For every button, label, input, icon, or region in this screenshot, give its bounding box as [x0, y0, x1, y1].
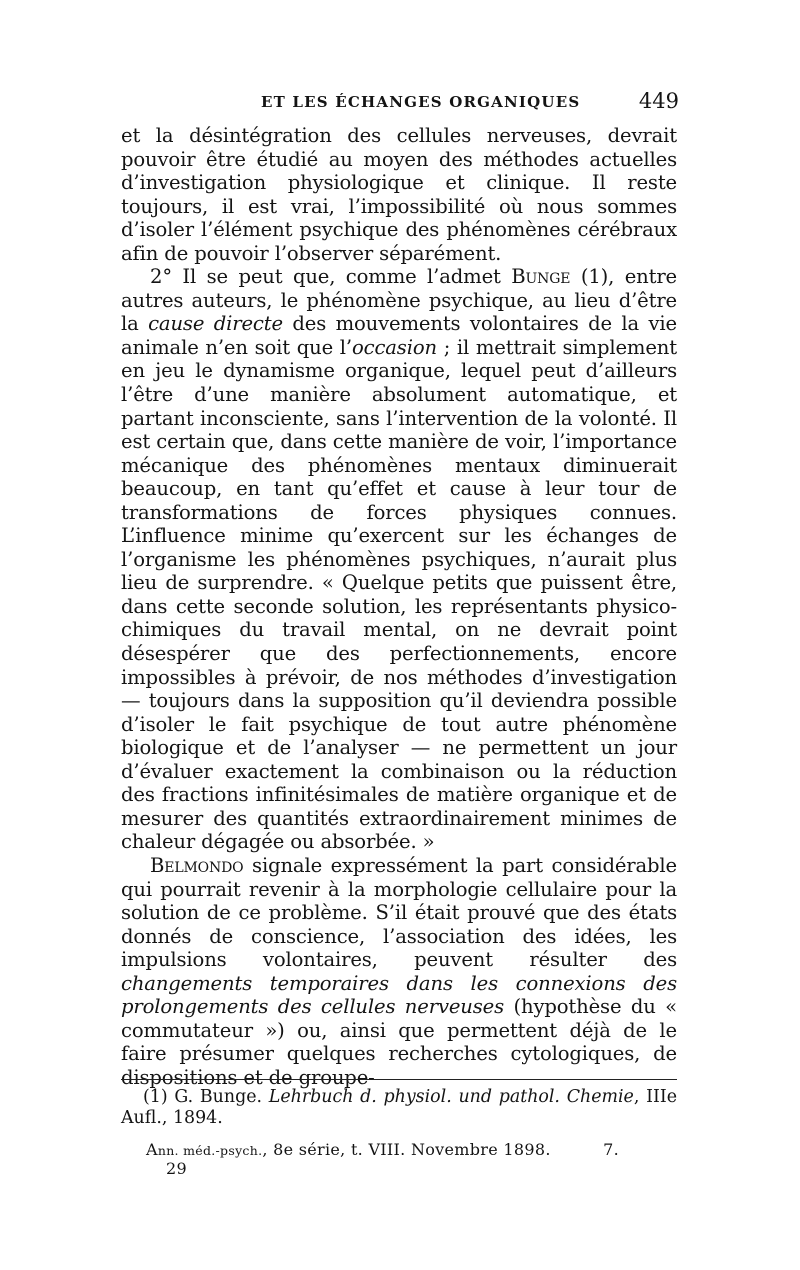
- paragraph-3: [121, 854, 677, 1089]
- page-header: [121, 89, 681, 119]
- signature-series: , 8e série, t. VIII. Novembre 1898.: [262, 1140, 551, 1159]
- p3-part-b: (hypothèse du « commutateur ») ou, ainsi que permettent déjà de le faire présumer quelques recherches cytologiques, de dispositions et de groupe-: [121, 995, 677, 1089]
- paragraph-2: [121, 265, 677, 854]
- body-text: [121, 124, 677, 1089]
- paragraph-1: [121, 124, 677, 265]
- p3-part-a: signale expressément la part considérable qui pourrait revenir à la morphologie cellulaire pour la solution de ce problème. S’il était prouvé que des états donnés de conscience, l’association des idées, les impulsions volontaires, peuvent résulter des: [121, 853, 677, 972]
- signature-journal: [146, 1140, 551, 1159]
- p2-emphasis-occasion: occasion: [351, 335, 437, 359]
- signature-journal-initial: A: [146, 1140, 158, 1159]
- footnote-author: G. Bunge.: [174, 1087, 263, 1107]
- running-head: ET LES ÉCHANGES ORGANIQUES: [261, 93, 581, 111]
- author-belmondo: Belmondo: [150, 853, 244, 877]
- footnote-title: Lehrbuch d. physiol. und pathol. Chemie: [268, 1087, 634, 1107]
- printer-signature: [146, 1140, 666, 1178]
- paragraph-1-text: et la désintégration des cellules nerveuses, devrait pouvoir être étudié au moyen des méthodes actuelles d’investigation physiologique et clinique. Il reste toujours, il est vrai, l’impossibilité où nous sommes d’isoler l’élément psychique des phénomènes cérébraux afin de pouvoir l’observer séparément.: [121, 124, 677, 265]
- footnote-rule: [121, 1079, 677, 1080]
- footnote-edition: , IIIe Aufl., 1894.: [121, 1087, 678, 1128]
- signature-journal-rest: nn. méd.-psych.: [157, 1143, 263, 1158]
- footnote-text: [121, 1087, 677, 1129]
- signature-sheet: 7.: [603, 1140, 619, 1159]
- p2-part-d: ; il mettrait simplement en jeu le dynamisme organique, lequel peut d’ailleurs l’être d’une manière absolument automatique, et partant inconsciente, sans l’intervention de la volonté. Il est certain que, dans cette manière de voir, l’importance mécanique des phénomènes mentaux diminuerait beaucoup, en tant qu’effet et cause à leur tour de transformations de forces physiques connues. L’influence minime qu’exercent sur les échanges de l’organisme les phénomènes psychiques, n’aurait plus lieu de surprendre. « Quelque petits que puissent être, dans cette seconde solution, les représentants physico-chimiques du travail mental, on ne devrait point désespérer que des perfectionnements, encore impossibles à prévoir, de nos méthodes d’investigation — toujours dans la supposition qu’il deviendra possible d’isoler le fait psychique de tout autre phénomène biologique et de l’analyser — ne permettent un jour d’évaluer exactement la combinaison ou la réduction des fractions infinitésimales de matière organique et de mesurer des quantités extraordinairement minimes de chaleur dégagée ou absorbée. »: [121, 335, 678, 854]
- page-number: 449: [638, 89, 679, 113]
- p2-emphasis-cause: cause directe: [148, 312, 283, 336]
- footnote-marker: (1): [143, 1087, 168, 1107]
- signature-page-ref: 29: [166, 1159, 187, 1178]
- p2-part-a: 2° Il se peut que, comme l’admet: [150, 265, 512, 289]
- footnote: [121, 1087, 677, 1129]
- p2-part-b: (1), entre autres auteurs, le phénomène psychique, au lieu d’être la: [121, 265, 677, 336]
- p2-part-c: des mouvements volontaires de la vie animale n’en soit que l’: [121, 312, 677, 359]
- p3-emphasis: changements temporaires dans les connexions des prolongements des cellules nerveuses: [121, 971, 677, 1019]
- author-bunge: Bunge: [511, 265, 571, 289]
